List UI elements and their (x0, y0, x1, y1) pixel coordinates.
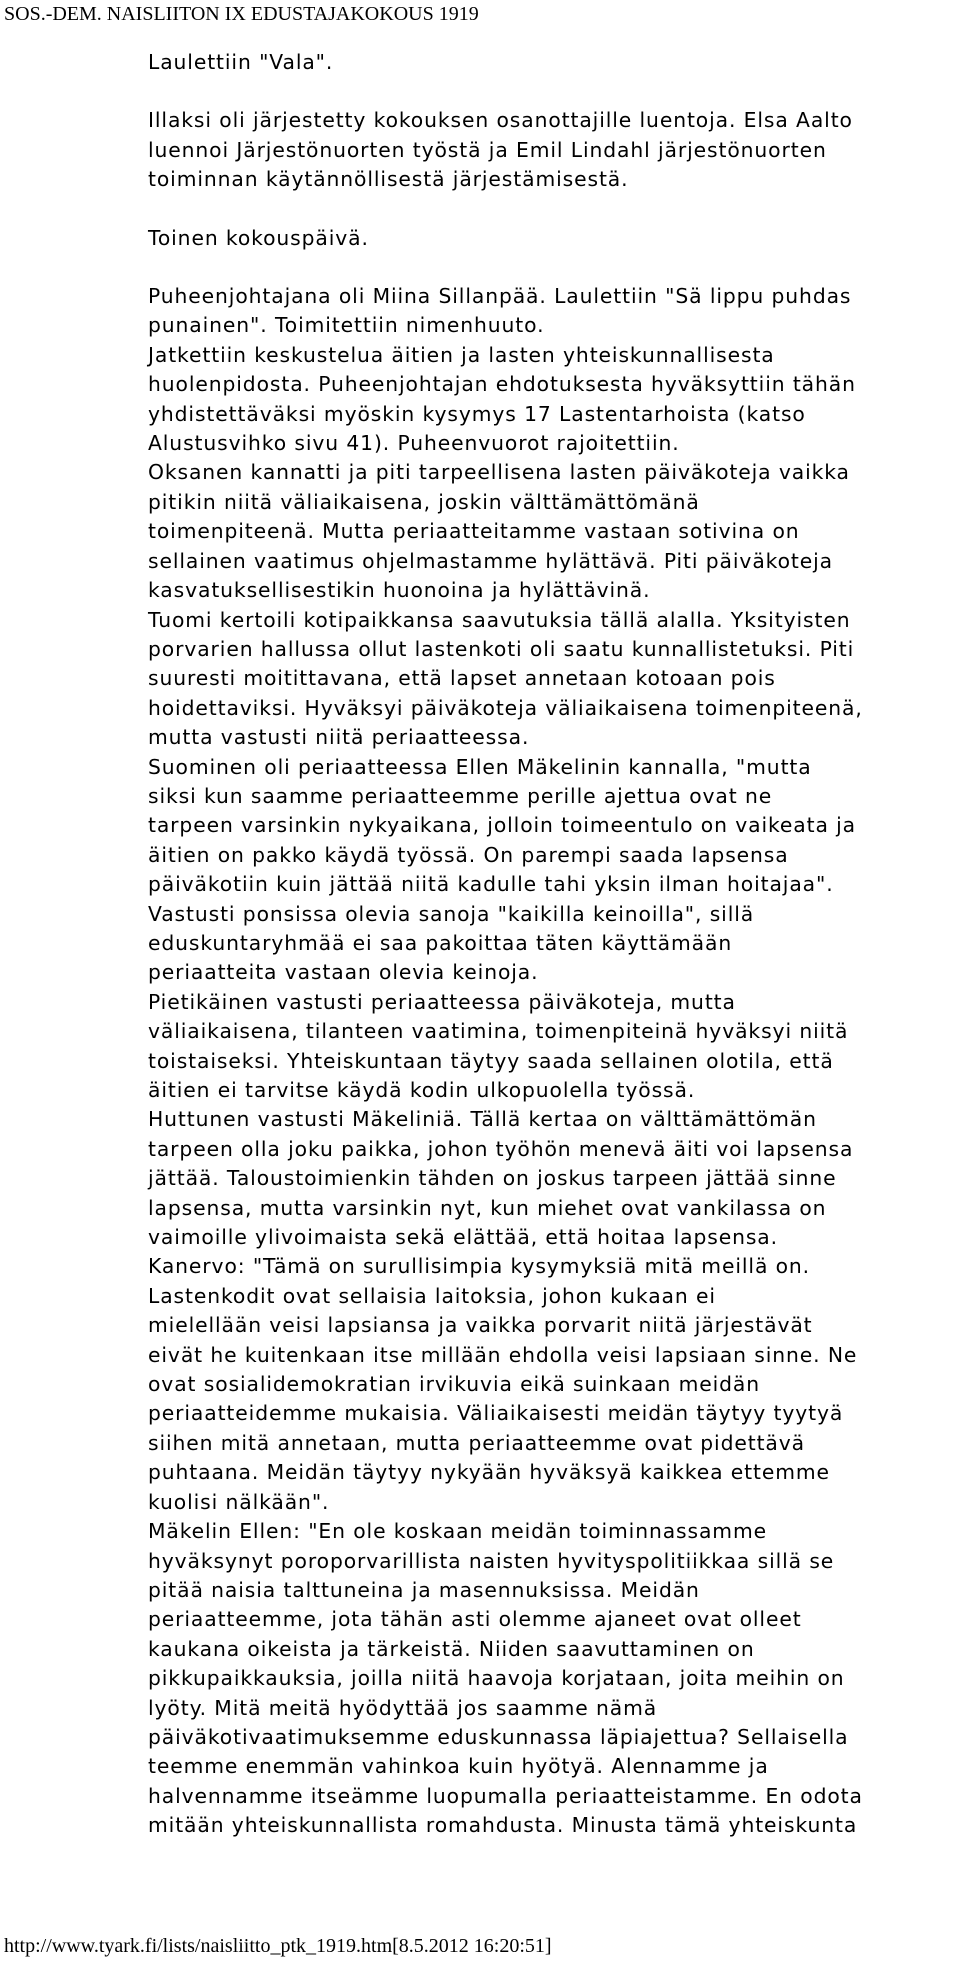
text-line: Toinen kokouspäivä. (148, 225, 369, 250)
text-line: luennoi Järjestönuorten työstä ja Emil Lindahl järjestönuorten (148, 137, 827, 162)
text-line: tarpeen olla joku paikka, johon työhön menevä äiti voi lapsensa (148, 1136, 854, 1161)
text-line: toimenpiteenä. Mutta periaatteitamme vastaan sotivina on (148, 519, 800, 544)
text-line: Illaksi oli järjestetty kokouksen osanottajille luentoja. Elsa Aalto (148, 108, 853, 133)
text-line: pikkupaikkauksia, joilla niitä haavoja korjataan, joita meihin on (148, 1666, 845, 1691)
text-line: periaatteidemme mukaisia. Väliaikaisesti meidän täytyy tyytyä (148, 1401, 844, 1426)
text-line: pitikin niitä väliaikaisena, joskin välttämättömänä (148, 489, 700, 514)
text-line: siksi kun saamme periaatteemme perille ajettua ovat ne (148, 783, 773, 808)
text-line: Laulettiin "Vala". (148, 50, 334, 74)
text-line: pitää naisia talttuneina ja masennuksissa. Meidän (148, 1577, 700, 1602)
paragraph-gap (148, 253, 960, 282)
text-line: Huttunen vastusti Mäkeliniä. Tällä kertaa on välttämättömän (148, 1107, 817, 1132)
text-line: Kanervo: "Tämä on surullisimpia kysymyksiä mitä meillä on. (148, 1254, 811, 1279)
text-line: väliaikaisena, tilanteen vaatimina, toimenpiteinä hyväksyi niitä (148, 1019, 849, 1044)
text-line: vaimoille ylivoimaista sekä elättää, että hoitaa lapsensa. (148, 1225, 778, 1250)
text-line: mitään yhteiskunnallista romahdusta. Minusta tämä yhteiskunta (148, 1813, 858, 1838)
text-line: eivät he kuitenkaan itse millään ehdolla veisi lapsiaan sinne. Ne (148, 1342, 858, 1367)
page-header: SOS.-DEM. NAISLIITON IX EDUSTAJAKOKOUS 1919 (4, 3, 479, 25)
text-line: punainen". Toimitettiin nimenhuuto. (148, 313, 545, 338)
text-line: toistaiseksi. Yhteiskuntaan täytyy saada sellainen olotila, että (148, 1048, 834, 1073)
text-line: mielellään veisi lapsiansa ja vaikka porvarit niitä järjestävät (148, 1313, 813, 1338)
text-line: mutta vastusti niitä periaatteessa. (148, 725, 530, 750)
text-line: periaatteita vastaan olevia keinoja. (148, 960, 539, 985)
text-line: Mäkelin Ellen: "En ole koskaan meidän toiminnassamme (148, 1519, 767, 1544)
text-line: ovat sosialidemokratian irvikuvia eikä suinkaan meidän (148, 1372, 761, 1397)
text-line: teemme enemmän vahinkoa kuin hyötyä. Alennamme ja (148, 1754, 769, 1779)
text-line: Puheenjohtajana oli Miina Sillanpää. Laulettiin "Sä lippu puhdas (148, 284, 852, 309)
text-line: hoidettaviksi. Hyväksyi päiväkoteja väliaikaisena toimenpiteenä, (148, 695, 863, 720)
text-line: halvennamme itseämme luopumalla periaatteistamme. En odota (148, 1783, 863, 1808)
text-line: suuresti moitittavana, että lapset annetaan kotoaan pois (148, 666, 776, 691)
text-line: äitien ei tarvitse käydä kodin ulkopuolella työssä. (148, 1078, 696, 1102)
text-line: huolenpidosta. Puheenjohtajan ehdotuksesta hyväksyttiin tähän (148, 372, 856, 397)
text-line: porvarien hallussa ollut lastenkoti oli saatu kunnallistetuksi. Piti (148, 636, 855, 661)
text-line: Pietikäinen vastusti periaatteessa päiväkoteja, mutta (148, 989, 736, 1014)
text-line: eduskuntaryhmää ei saa pakoittaa täten käyttämään (148, 930, 733, 955)
text-line: lapsensa, mutta varsinkin nyt, kun miehet ovat vankilassa on (148, 1195, 827, 1220)
document-body (148, 48, 960, 1841)
text-line: siihen mitä annetaan, mutta periaatteemme ovat pidettävä (148, 1430, 805, 1455)
text-line: puhtaana. Meidän täytyy nykyään hyväksyä kaikkea ettemme (148, 1460, 830, 1485)
text-line: toiminnan käytännöllisestä järjestämisestä. (148, 167, 629, 192)
text-line: kasvatuksellisestikin huonoina ja hylättävinä. (148, 578, 651, 603)
text-line: Suominen oli periaatteessa Ellen Mäkelinin kannalla, "mutta (148, 754, 812, 779)
text-line: päiväkotivaatimuksemme eduskunnassa läpiajettua? Sellaisella (148, 1724, 849, 1749)
text-line: Vastusti ponsissa olevia sanoja "kaikilla keinoilla", sillä (148, 901, 755, 926)
text-line: Alustusvihko sivu 41). Puheenvuorot rajoitettiin. (148, 431, 680, 456)
text-line: Oksanen kannatti ja piti tarpeellisena lasten päiväkoteja vaikka (148, 460, 850, 485)
text-line: kuolisi nälkään". (148, 1489, 330, 1514)
text-line: Jatkettiin keskustelua äitien ja lasten yhteiskunnallisesta (148, 342, 775, 367)
text-line: sellainen vaatimus ohjelmastamme hylättävä. Piti päiväkoteja (148, 548, 833, 573)
text-line: hyväksynyt poroporvarillista naisten hyvityspolitiikkaa sillä se (148, 1548, 835, 1573)
text-line: päiväkotiin kuin jättää niitä kadulle tahi yksin ilman hoitajaa". (148, 872, 834, 897)
text-line: Tuomi kertoili kotipaikkansa saavutuksia tällä alalla. Yksityisten (148, 607, 851, 632)
text-line: kaukana oikeista ja tärkeistä. Niiden saavuttaminen on (148, 1636, 755, 1661)
text-line: äitien on pakko käydä työssä. On parempi saada lapsensa (148, 842, 789, 867)
page-footer-url: http://www.tyark.fi/lists/naisliitto_ptk_1919.htm[8.5.2012 16:20:51] (4, 1935, 552, 1957)
text-line: Lastenkodit ovat sellaisia laitoksia, johon kukaan ei (148, 1283, 716, 1308)
text-line: yhdistettäväksi myöskin kysymys 17 Lastentarhoista (katso (148, 401, 806, 426)
paragraph-gap (148, 195, 960, 224)
text-line: jättää. Taloustoimienkin tähden on joskus tarpeen jättää sinne (148, 1166, 837, 1191)
text-line: tarpeen varsinkin nykyaikana, jolloin toimeentulo on vaikeata ja (148, 813, 856, 838)
paragraph-gap (148, 77, 960, 106)
text-line: lyöty. Mitä meitä hyödyttää jos saamme nämä (148, 1695, 658, 1720)
text-line: periaatteemme, jota tähän asti olemme ajaneet ovat olleet (148, 1607, 802, 1632)
